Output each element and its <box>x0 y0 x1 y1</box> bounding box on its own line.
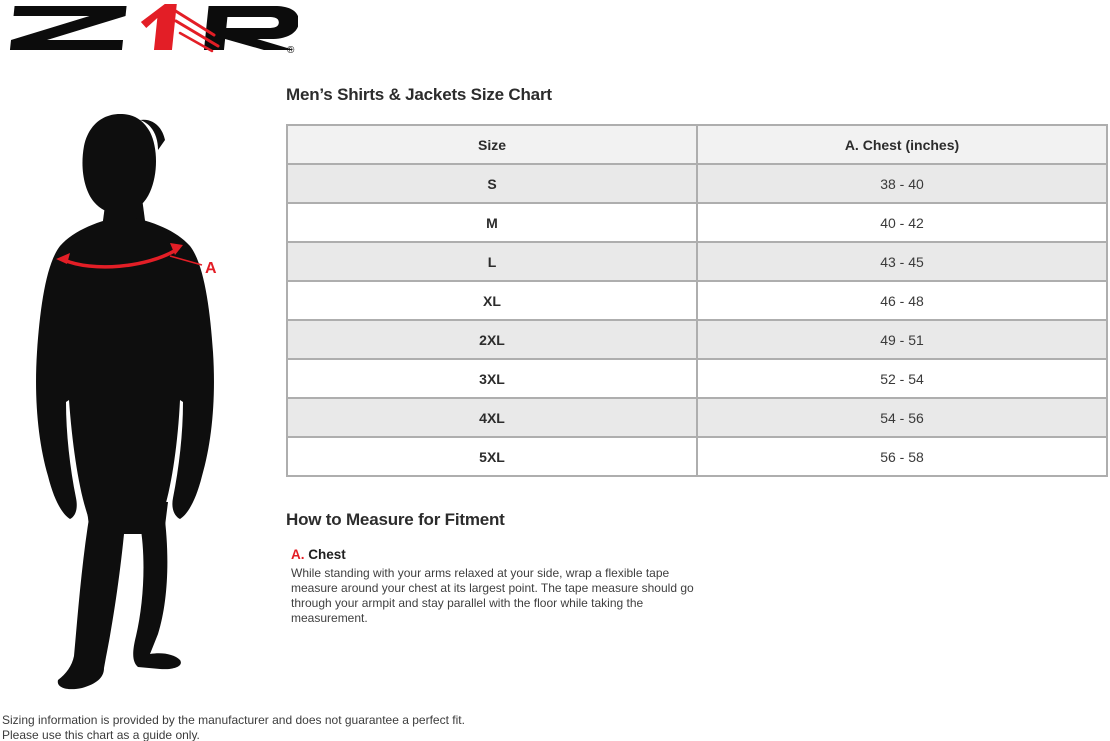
size-cell: L <box>287 242 697 281</box>
table-row <box>287 242 1107 281</box>
size-cell: M <box>287 203 697 242</box>
main-content <box>286 85 1108 626</box>
how-to-measure-heading: How to Measure for Fitment <box>286 510 505 529</box>
size-table-body <box>287 164 1107 476</box>
male-silhouette-icon <box>12 112 247 692</box>
chest-cell: 40 - 42 <box>697 203 1107 242</box>
table-row <box>287 437 1107 476</box>
table-row <box>287 281 1107 320</box>
table-row <box>287 359 1107 398</box>
measure-item-key: A. <box>291 547 305 562</box>
chest-cell: 43 - 45 <box>697 242 1107 281</box>
page-title: Men’s Shirts & Jackets Size Chart <box>286 85 552 104</box>
table-row <box>287 320 1107 359</box>
chest-cell: 49 - 51 <box>697 320 1107 359</box>
size-table <box>286 124 1108 477</box>
size-cell: XL <box>287 281 697 320</box>
measure-item-chest <box>291 547 1108 626</box>
size-cell: 2XL <box>287 320 697 359</box>
table-row <box>287 164 1107 203</box>
size-cell: 5XL <box>287 437 697 476</box>
measure-item-description: While standing with your arms relaxed at your side, wrap a flexible tape measure around your chest at its largest point. The tape measure should go through your armpit and stay parallel with the floor while taking the measurement. <box>291 566 694 625</box>
chest-cell: 46 - 48 <box>697 281 1107 320</box>
column-header-size: Size <box>287 125 697 164</box>
measure-item-label <box>291 547 1108 562</box>
measurement-point-label: A <box>205 260 217 277</box>
chest-cell: 56 - 58 <box>697 437 1107 476</box>
measure-item-name: Chest <box>308 547 346 562</box>
table-row <box>287 203 1107 242</box>
chest-cell: 52 - 54 <box>697 359 1107 398</box>
size-cell: S <box>287 164 697 203</box>
table-row <box>287 398 1107 437</box>
chest-cell: 54 - 56 <box>697 398 1107 437</box>
size-cell: 3XL <box>287 359 697 398</box>
sizing-disclaimer <box>2 713 465 741</box>
brand-logo <box>8 2 298 59</box>
column-header-chest: A. Chest (inches) <box>697 125 1107 164</box>
table-header-row <box>287 125 1107 164</box>
registered-mark: ® <box>287 45 295 54</box>
chest-cell: 38 - 40 <box>697 164 1107 203</box>
size-cell: 4XL <box>287 398 697 437</box>
z1r-logo-icon <box>8 2 298 54</box>
disclaimer-line-1: Sizing information is provided by the manufacturer and does not guarantee a perfect fit. <box>2 713 465 727</box>
disclaimer-line-2: Please use this chart as a guide only. <box>2 727 200 741</box>
measurement-figure <box>12 112 247 697</box>
